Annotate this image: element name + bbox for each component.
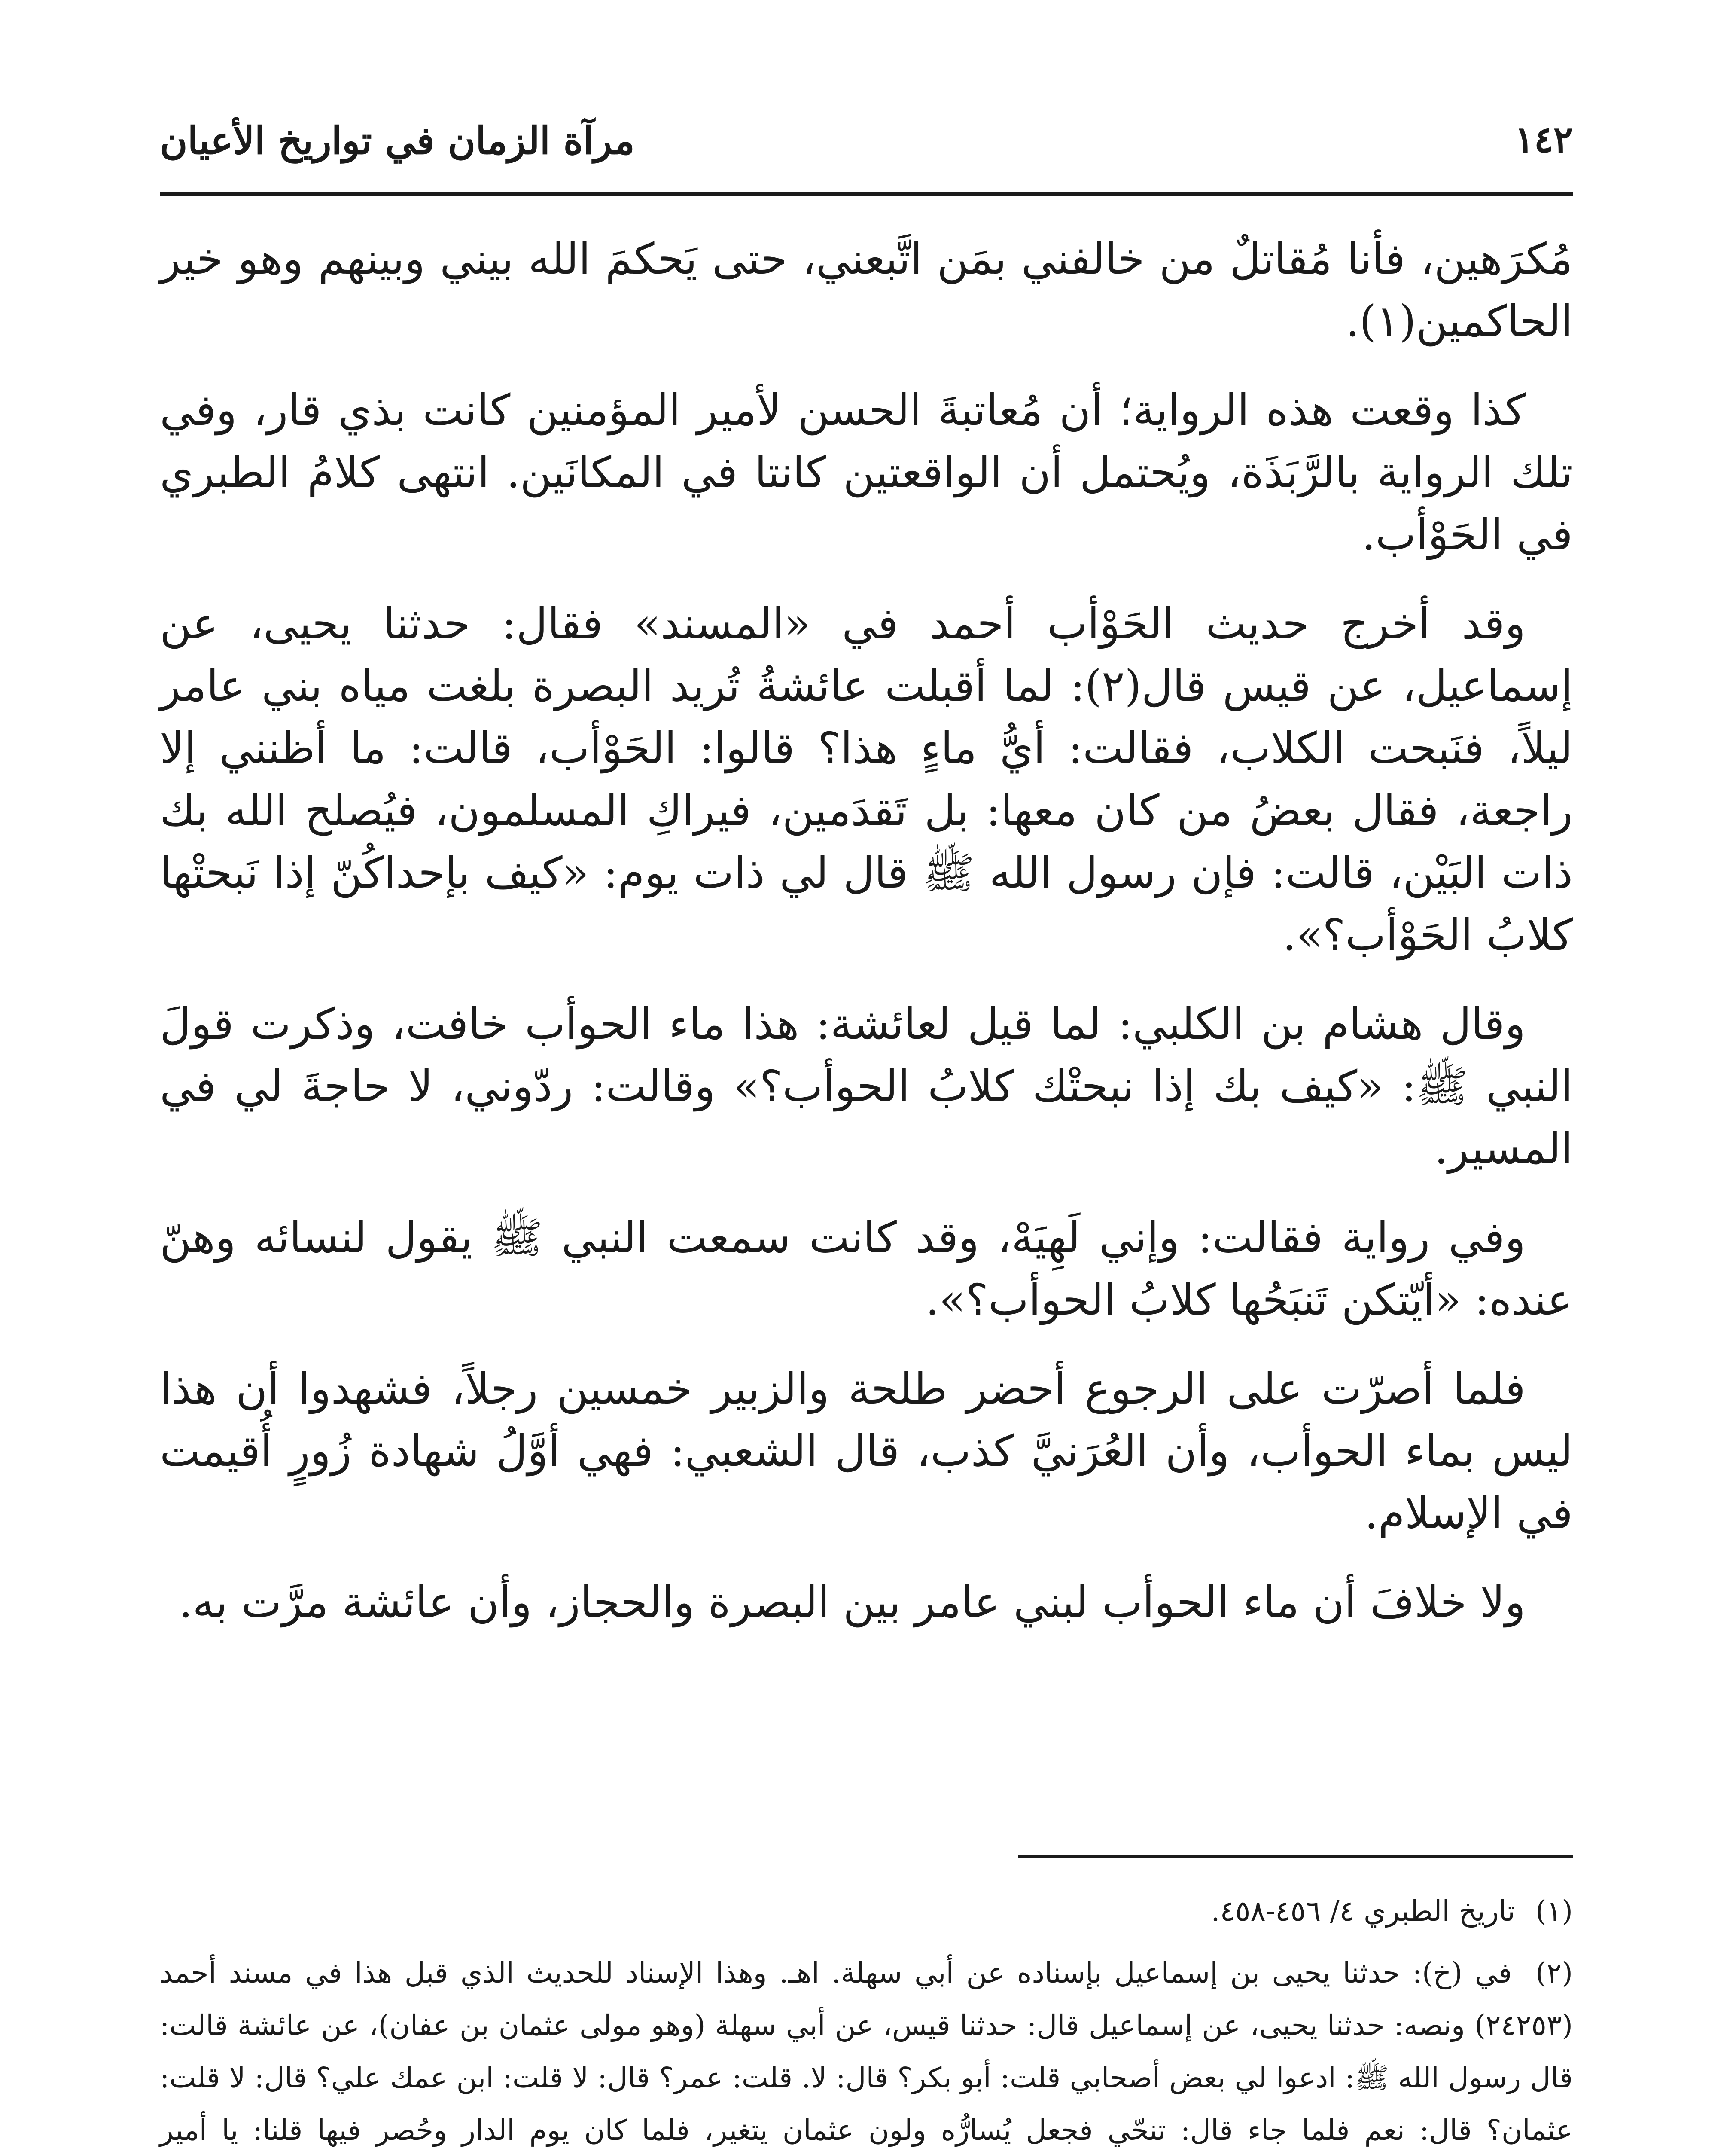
footnote-2: [160, 1947, 1573, 2148]
footnote-number: (٢): [1535, 1956, 1573, 1989]
paragraph-3: وقد أخرج حديث الحَوْأب أحمد في «المسند» فقال: حدثنا يحيى، عن إسماعيل، عن قيس قال(٢): لما أقبلت عائشةُ تُريد البصرة بلغت مياه بني عامر ليلاً، فنَبحت الكلاب، فقالت: أيُّ ماءٍ هذا؟ قالوا: الحَوْأب، قالت: ما أظنني إلا راجعة، فقال بعضُ من كان معها: بل تَقدَمين، فيراكِ المسلمون، فيُصلح الله بك ذات البَيْن، قالت: فإن رسول الله ﷺ قال لي ذات يوم: «كيف بإحداكُنّ إذا نَبحتْها كلابُ الحَوْأب؟».: [160, 598, 1573, 960]
footnote-1: [160, 1885, 1573, 1937]
main-text: [160, 228, 1573, 1847]
paragraph-7: ولا خلافَ أن ماء الحوأب لبني عامر بين البصرة والحجاز، وأن عائشة مرَّت به.: [179, 1577, 1526, 1627]
footnotes: [160, 1885, 1573, 2148]
paragraph-4: وقال هشام بن الكلبي: لما قيل لعائشة: هذا ماء الحوأب خافت، وذكرت قولَ النبي ﷺ: «كيف بك إذا نبحتْك كلابُ الحوأب؟» وقالت: ردّوني، لا حاجةَ لي في المسير.: [160, 999, 1573, 1174]
paragraph-6: فلما أصرّت على الرجوع أحضر طلحة والزبير خمسين رجلاً، فشهدوا أن هذا ليس بماء الحوأب، وأن العُرَنيَّ كذب، قال الشعبي: فهي أوَّلُ شهادة زُورٍ أُقيمت في الإسلام.: [160, 1364, 1573, 1538]
footnote-text: تاريخ الطبري ٤/ ٤٥٦-٤٥٨.: [1211, 1895, 1516, 1928]
footnote-number: (١): [1535, 1895, 1573, 1928]
paragraph-5: وفي رواية فقالت: وإني لَهِيَهْ، وقد كانت سمعت النبي ﷺ يقول لنسائه وهنّ عنده: «أيّتكن تَنبَحُها كلابُ الحوأب؟».: [160, 1212, 1573, 1325]
page-header: [160, 110, 1573, 174]
page-number: ١٤٢: [1514, 118, 1573, 161]
footnote-text: في (خ): حدثنا يحيى بن إسماعيل بإسناده عن أبي سهلة. اهـ. وهذا الإسناد للحديث الذي قبل هذا في مسند أحمد (٢٤٢٥٣) ونصه: حدثنا يحيى، عن إسماعيل قال: حدثنا قيس، عن أبي سهلة (وهو مولى عثمان بن عفان)، عن عائشة قالت: قال رسول الله ﷺ: ادعوا لي بعض أصحابي قلت: أبو بكر؟ قال: لا. قلت: عمر؟ قال: لا قلت: ابن عمك علي؟ قال: لا قلت: عثمان؟ قال: نعم فلما جاء قال: تنحّي فجعل يُسارُّه ولون عثمان يتغير، فلما كان يوم الدار وحُصر فيها قلنا: يا أمير: [160, 1956, 1573, 2147]
paragraph-1: مُكرَهين، فأنا مُقاتلٌ من خالفني بمَن اتَّبعني، حتى يَحكمَ الله بيني وبينهم وهو خير الحاكمين(١).: [160, 234, 1573, 346]
footnote-separator: [1018, 1855, 1573, 1858]
header-rule: [160, 192, 1573, 196]
running-title: مرآة الزمان في تواريخ الأعيان: [160, 118, 635, 163]
paragraph-2: كذا وقعت هذه الرواية؛ أن مُعاتبةَ الحسن لأمير المؤمنين كانت بذي قار، وفي تلك الرواية بالرَّبَذَة، ويُحتمل أن الواقعتين كانتا في المكانَين. انتهى كلامُ الطبري في الحَوْأب.: [160, 385, 1573, 560]
